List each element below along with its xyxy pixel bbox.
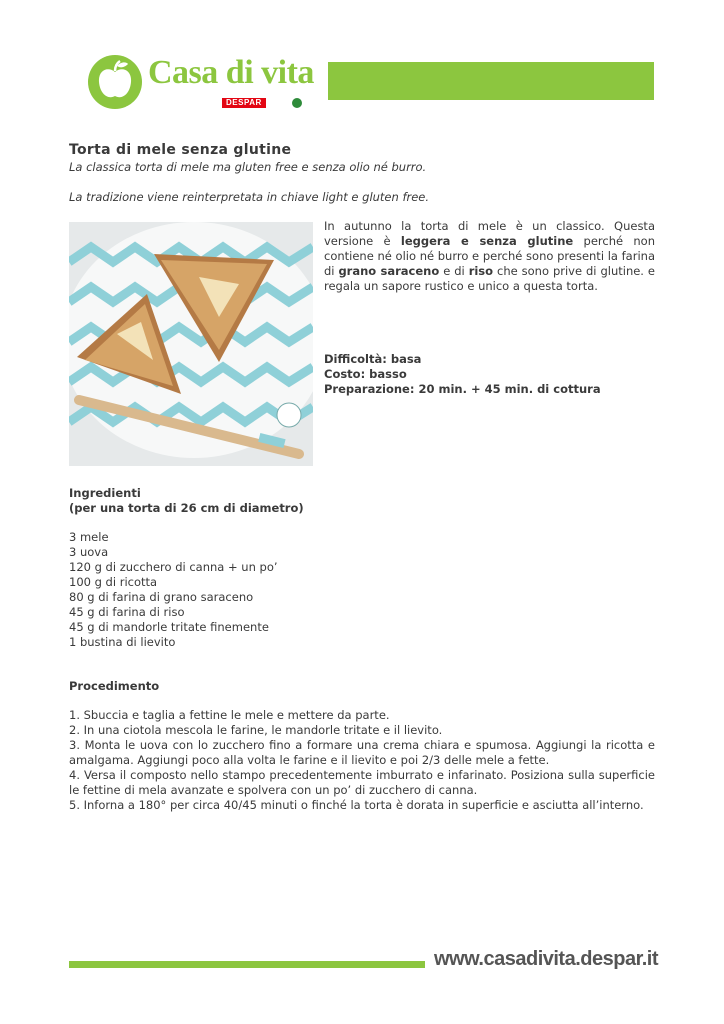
list-item: 1. Sbuccia e taglia a fettine le mele e mettere da parte. (69, 708, 390, 722)
despar-tree-icon (291, 97, 303, 109)
preparation-time: Preparazione: 20 min. + 45 min. di cottura (324, 382, 601, 396)
recipe-info (324, 352, 601, 397)
list-item: 5. Inforna a 180° per circa 40/45 minuti o finché la torta è dorata in superficie e asciutta all’interno. (69, 798, 644, 812)
list-item: 45 g di farina di riso (69, 605, 185, 619)
difficulty: Difficoltà: basa (324, 352, 422, 366)
list-item: 100 g di ricotta (69, 575, 158, 589)
website-link[interactable]: www.casadivita.despar.it (434, 948, 659, 970)
ingredients-list (69, 530, 278, 650)
recipe-title: Torta di mele senza glutine (69, 142, 292, 158)
footer-green-bar (69, 961, 425, 968)
recipe-description: In autunno la torta di mele è un classico. Questa versione è leggera e senza glutine perché non contiene né olio né burro e perché sono presenti la farina di grano saraceno e di riso che sono prive di glutine. e regala un sapore rustico e unico a questa torta. (324, 219, 655, 293)
apple-icon (86, 52, 144, 110)
list-item: 3 mele (69, 530, 109, 544)
header-green-bar (328, 62, 654, 100)
list-item: 45 g di mandorle tritate finemente (69, 620, 269, 634)
casa-di-vita-logo (86, 52, 314, 112)
list-item: 1 bustina di lievito (69, 635, 176, 649)
list-item: 2. In una ciotola mescola le farine, le mandorle tritate e il lievito. (69, 723, 443, 737)
list-item: 120 g di zucchero di canna + un po’ (69, 560, 278, 574)
procedure-heading: Procedimento (69, 679, 160, 693)
cost: Costo: basso (324, 367, 407, 381)
cake-photo (69, 222, 313, 466)
list-item: 3. Monta le uova con lo zucchero fino a formare una crema chiara e spumosa. Aggiungi la ricotta e amalgama. Aggiungi poco alla volta le farine e il lievito e poi 2/3 delle mele a fette. (69, 738, 655, 767)
despar-badge: DESPAR (222, 98, 266, 108)
list-item: 3 uova (69, 545, 109, 559)
list-item: 4. Versa il composto nello stampo precedentemente imburrato e infarinato. Posiziona sulla superficie le fettine di mela avanzate e spolvera con un po’ di zucchero di canna. (69, 768, 655, 797)
brand-name: Casa di vita (148, 54, 314, 91)
list-item: 80 g di farina di grano saraceno (69, 590, 254, 604)
procedure-steps (69, 708, 655, 813)
recipe-subtitle: La classica torta di mele ma gluten free e senza olio né burro. (69, 160, 427, 174)
recipe-intro: La tradizione viene reinterpretata in chiave light e gluten free. (69, 190, 430, 204)
ingredients-heading: Ingredienti (per una torta di 26 cm di diametro) (69, 486, 304, 515)
